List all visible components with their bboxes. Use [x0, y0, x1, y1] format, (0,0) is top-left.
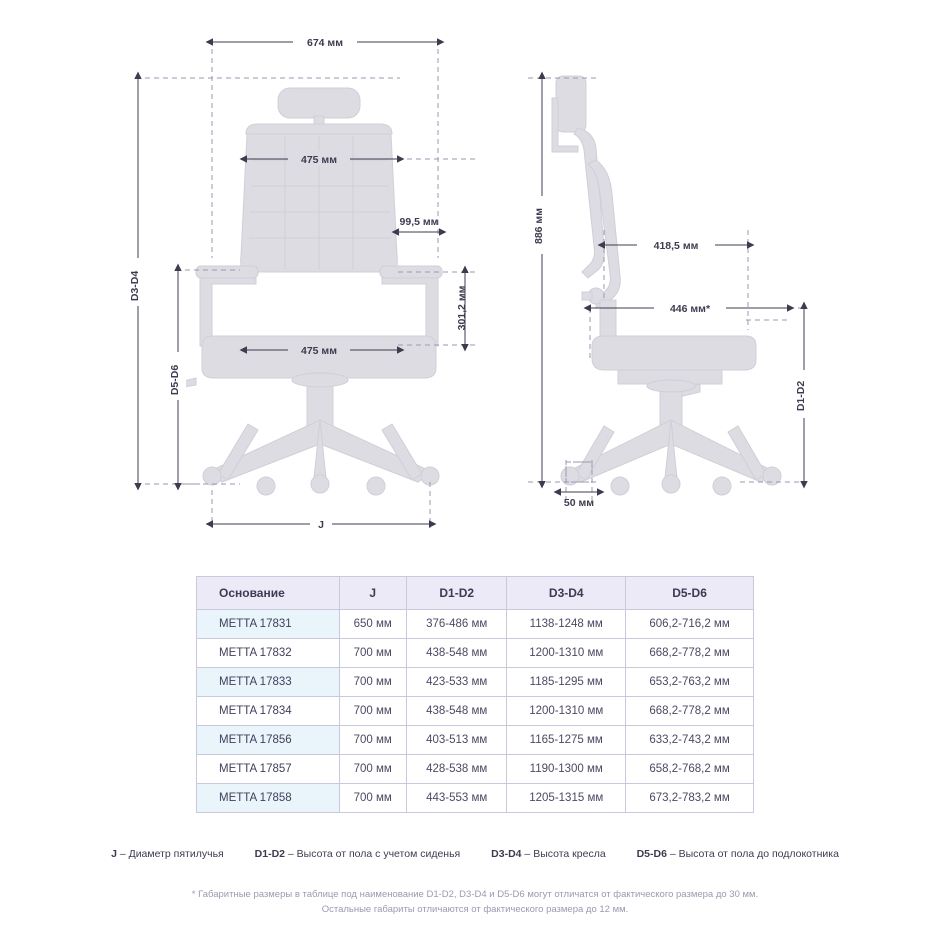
table-row [197, 610, 754, 639]
label-d1-d2: D1-D2 [795, 380, 807, 412]
legend-item-d3d4 [491, 848, 605, 860]
footnote-line-2: Остальные габариты отличаются от фактического размера до 12 мм. [321, 903, 629, 915]
legend-key-d3d4: D3-D4 [491, 848, 522, 860]
legend-item-d5d6 [637, 848, 839, 860]
specs-table [196, 576, 754, 813]
table-row [197, 755, 754, 784]
table-row [197, 697, 754, 726]
col-header-d3d4: D3-D4 [507, 577, 626, 610]
footnote [0, 888, 950, 917]
cell-d1d2: 438-548 мм [407, 639, 507, 668]
label-446: 446 мм* [669, 303, 711, 315]
cell-d1d2: 443-553 мм [407, 784, 507, 813]
cell-base: METTA 17834 [197, 697, 340, 726]
legend-text-d5d6: – Высота от пола до подлокотника [666, 848, 839, 860]
table-row [197, 639, 754, 668]
cell-d5d6: 606,2-716,2 мм [626, 610, 754, 639]
cell-d3d4: 1200-1310 мм [507, 639, 626, 668]
dimension-d1-d2 [795, 308, 812, 482]
table-header-row [197, 577, 754, 610]
label-475-back: 475 мм [301, 154, 337, 166]
cell-d1d2: 423-533 мм [407, 668, 507, 697]
cell-d5d6: 668,2-778,2 мм [626, 639, 754, 668]
cell-d3d4: 1200-1310 мм [507, 697, 626, 726]
table-row [197, 668, 754, 697]
label-674: 674 мм [307, 37, 343, 49]
col-header-d5d6: D5-D6 [626, 577, 754, 610]
cell-base: METTA 17856 [197, 726, 340, 755]
cell-j: 700 мм [339, 726, 407, 755]
legend-key-j: J [111, 848, 117, 860]
dimension-d3-d4 [129, 78, 146, 484]
label-j: J [318, 519, 324, 531]
cell-d1d2: 403-513 мм [407, 726, 507, 755]
label-886: 886 мм [533, 208, 545, 244]
legend-item-j [111, 848, 224, 860]
dimension-back-height [533, 78, 550, 482]
cell-d5d6: 668,2-778,2 мм [626, 697, 754, 726]
dimension-width-total [212, 34, 438, 49]
cell-j: 700 мм [339, 668, 407, 697]
label-d3-d4: D3-D4 [129, 270, 141, 302]
legend-key-d5d6: D5-D6 [636, 848, 667, 860]
cell-d1d2: 428-538 мм [407, 755, 507, 784]
dimension-seat-depth [604, 237, 748, 252]
cell-base: METTA 17858 [197, 784, 340, 813]
cell-d5d6: 633,2-743,2 мм [626, 726, 754, 755]
table-row [197, 726, 754, 755]
cell-d5d6: 653,2-763,2 мм [626, 668, 754, 697]
cell-d1d2: 376-486 мм [407, 610, 507, 639]
cell-d3d4: 1165-1275 мм [507, 726, 626, 755]
cell-d3d4: 1190-1300 мм [507, 755, 626, 784]
table-body [197, 610, 754, 813]
cell-d5d6: 658,2-768,2 мм [626, 755, 754, 784]
cell-d3d4: 1185-1295 мм [507, 668, 626, 697]
cell-j: 700 мм [339, 697, 407, 726]
cell-j: 700 мм [339, 639, 407, 668]
legend-text-d1d2: – Высота от пола с учетом сиденья [285, 848, 461, 860]
legend-key-d1d2: D1-D2 [254, 848, 285, 860]
dimension-armrest-offset [398, 216, 440, 232]
legend [0, 848, 950, 860]
dimension-caster-height [560, 492, 598, 509]
col-header-d1d2: D1-D2 [407, 577, 507, 610]
label-301-2: 301,2 мм [456, 285, 468, 331]
dimension-base-diameter [212, 516, 430, 531]
cell-base: METTA 17831 [197, 610, 340, 639]
cell-d3d4: 1205-1315 мм [507, 784, 626, 813]
cell-j: 700 мм [339, 784, 407, 813]
cell-d1d2: 438-548 мм [407, 697, 507, 726]
legend-text-d3d4: – Высота кресла [521, 848, 606, 860]
label-418-5: 418,5 мм [653, 240, 699, 252]
table-row [197, 784, 754, 813]
specs-table-wrapper [196, 576, 754, 813]
cell-base: METTA 17832 [197, 639, 340, 668]
cell-d5d6: 673,2-783,2 мм [626, 784, 754, 813]
cell-base: METTA 17833 [197, 668, 340, 697]
label-50: 50 мм [563, 497, 595, 509]
cell-base: METTA 17857 [197, 755, 340, 784]
dimension-armrest-height [456, 272, 468, 345]
dimension-total-depth [590, 300, 788, 315]
cell-d3d4: 1138-1248 мм [507, 610, 626, 639]
label-475-seat: 475 мм [301, 345, 337, 357]
cell-j: 700 мм [339, 755, 407, 784]
label-99-5: 99,5 мм [399, 216, 439, 228]
col-header-base: Основание [197, 577, 340, 610]
legend-text-j: – Диаметр пятилучья [116, 848, 224, 860]
side-view-chair-illustration [552, 76, 781, 495]
dimension-d5-d6 [169, 270, 186, 484]
cell-j: 650 мм [339, 610, 407, 639]
label-d5-d6: D5-D6 [169, 364, 181, 396]
legend-item-d1d2 [255, 848, 461, 860]
footnote-line-1: * Габаритные размеры в таблице под наименование D1-D2, D3-D4 и D5-D6 могут отличатся от фактического размера до 30 мм. [191, 889, 759, 900]
col-header-j: J [339, 577, 407, 610]
